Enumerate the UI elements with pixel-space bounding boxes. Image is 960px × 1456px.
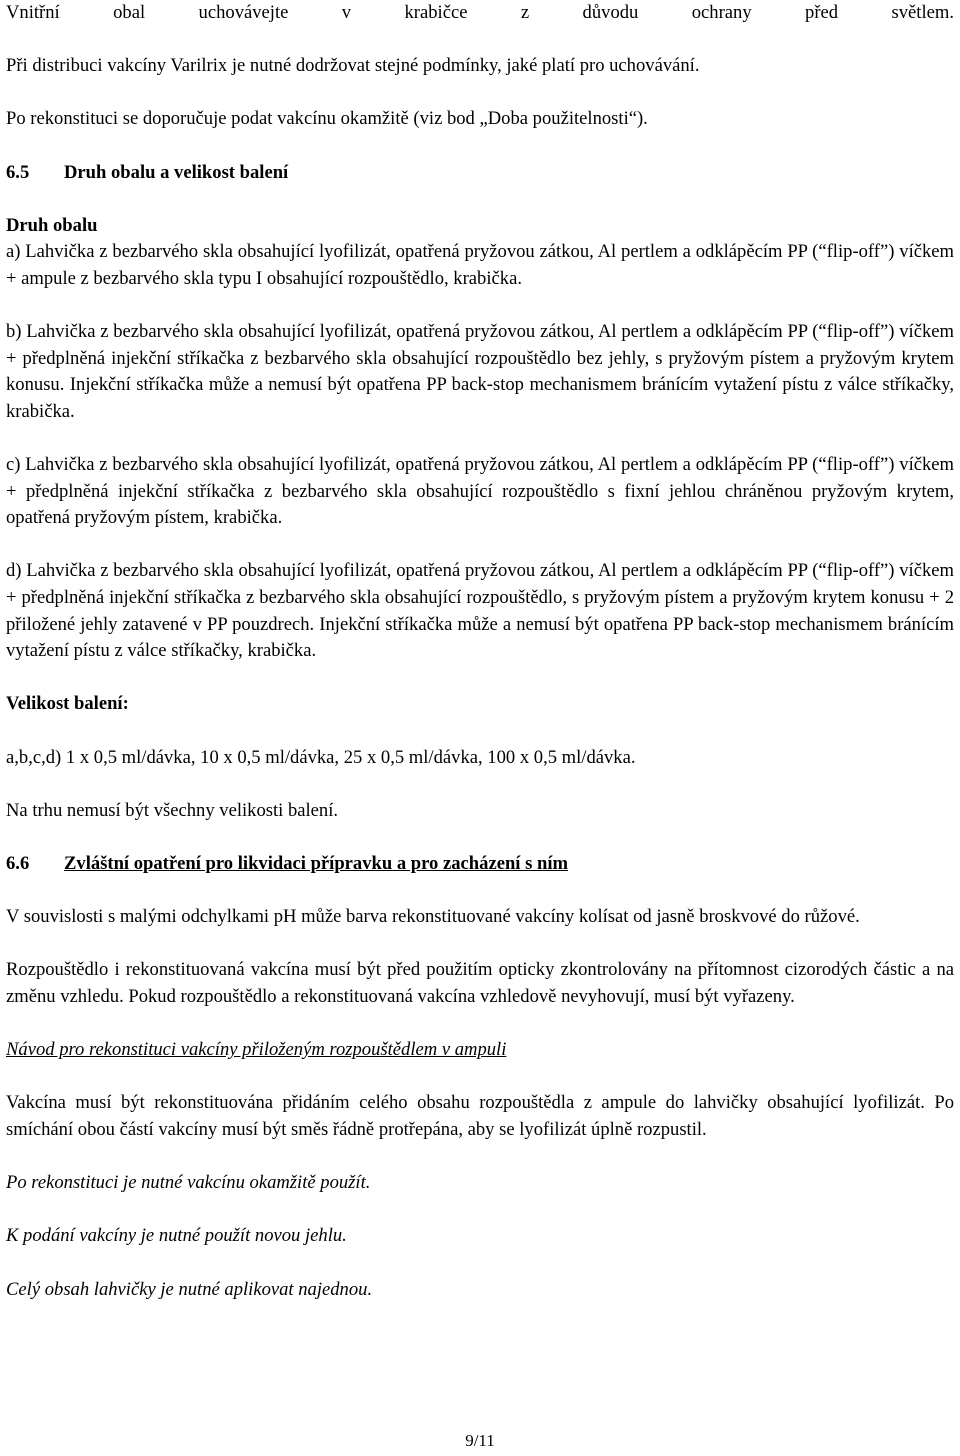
section-6-6-number: 6.6 (6, 853, 30, 874)
page-number: 9/11 (465, 1431, 495, 1450)
distribution-text: Při distribuci vakcíny Varilrix je nutné dodržovat stejné podmínky, jaké platí pro uchovávání. (6, 55, 700, 77)
section-6-6-title: Zvláštní opatření pro likvidaci přípravku a pro zacházení s ním (64, 853, 568, 874)
section-6-5-heading (6, 160, 954, 187)
container-item-d: d) Lahvička z bezbarvého skla obsahující lyofilizát, opatřená pryžovou zátkou, Al pertlem a odklápěcím PP (“flip-off”) víčkem + předplněná injekční stříkačka z bezbarvého skla obsahující rozpouštědlo, s pryžovým pístem a pryžovým krytem konusu + 2 přiložené jehly zatavené v PP pouzdrech. Injekční stříkačka může a nemusí být opatřena PP back-stop mechanismem bránícím vytažení pístu z válce stříkačky, krabička. (6, 560, 954, 662)
pack-sizes-note: Na trhu nemusí být všechny velikosti balení. (6, 799, 339, 821)
section-6-5-title: Druh obalu a velikost balení (64, 161, 289, 183)
reconstitution-instructions-heading: Návod pro rekonstituci vakcíny přiloženým rozpouštědlem v ampuli (6, 1039, 507, 1061)
section-6-5-number: 6.5 (6, 161, 30, 183)
document-page (6, 0, 954, 1303)
pack-size-heading: Velikost balení: (6, 693, 129, 715)
container-item-c: c) Lahvička z bezbarvého skla obsahující lyofilizát, opatřená pryžovou zátkou, Al pertlem a odklápěcím PP (“flip-off”) víčkem + předplněná injekční stříkačka z bezbarvého skla obsahující rozpouštědlo s fixní jehlou chráněnou pryžovým krytem, opatřená pryžovým pístem, krabička. (6, 454, 954, 529)
container-subheading: Druh obalu (6, 214, 98, 236)
section-6-6-heading (6, 851, 954, 878)
container-item-b: b) Lahvička z bezbarvého skla obsahující lyofilizát, opatřená pryžovou zátkou, Al pertlem a odklápěcím PP (“flip-off”) víčkem + předplněná injekční stříkačka z bezbarvého skla obsahující rozpouštědlo bez jehly, s pryžovým pístem a pryžovým krytem konusu. Injekční stříkačka může a nemusí být opatřena PP back-stop mechanismem bránícím vytažení pístu z válce stříkačky, krabička. (6, 321, 954, 422)
reconstitution-instructions-text: Vakcína musí být rekonstituována přidáním celého obsahu rozpouštědla z ampule do lahvičky obsahující lyofilizát. Po smíchání obou částí vakcíny musí být směs řádně protřepána, aby se lyofilizát úplně rozpustil. (6, 1092, 954, 1140)
storage-light-text: Vnitřní obal uchovávejte v krabičce z důvodu ochrany před světlem. (6, 2, 954, 23)
whole-content-note: Celý obsah lahvičky je nutné aplikovat najednou. (6, 1278, 373, 1300)
ph-color-text: V souvislosti s malými odchylkami pH může barva rekonstituované vakcíny kolísat od jasně broskvové do růžové. (6, 906, 860, 928)
container-item-a: a) Lahvička z bezbarvého skla obsahující lyofilizát, opatřená pryžovou zátkou, Al pertlem a odklápěcím PP (“flip-off”) víčkem + ampule z bezbarvého skla typu I obsahující rozpouštědlo, krabička. (6, 241, 954, 289)
reconstitution-text: Po rekonstituci se doporučuje podat vakcínu okamžitě (viz bod „Doba použitelnosti“). (6, 108, 648, 130)
pack-sizes-text: a,b,c,d) 1 x 0,5 ml/dávka, 10 x 0,5 ml/dávka, 25 x 0,5 ml/dávka, 100 x 0,5 ml/dávka. (6, 746, 636, 768)
new-needle-note: K podání vakcíny je nutné použít novou jehlu. (6, 1225, 347, 1247)
use-immediately-note: Po rekonstituci je nutné vakcínu okamžitě použít. (6, 1172, 371, 1194)
visual-inspection-text: Rozpouštědlo i rekonstituovaná vakcína musí být před použitím opticky zkontrolovány na přítomnost cizorodých částic a na změnu vzhledu. Pokud rozpouštědlo a rekonstituovaná vakcína vzhledově nevyhovují, musí být vyřazeny. (6, 959, 954, 1007)
